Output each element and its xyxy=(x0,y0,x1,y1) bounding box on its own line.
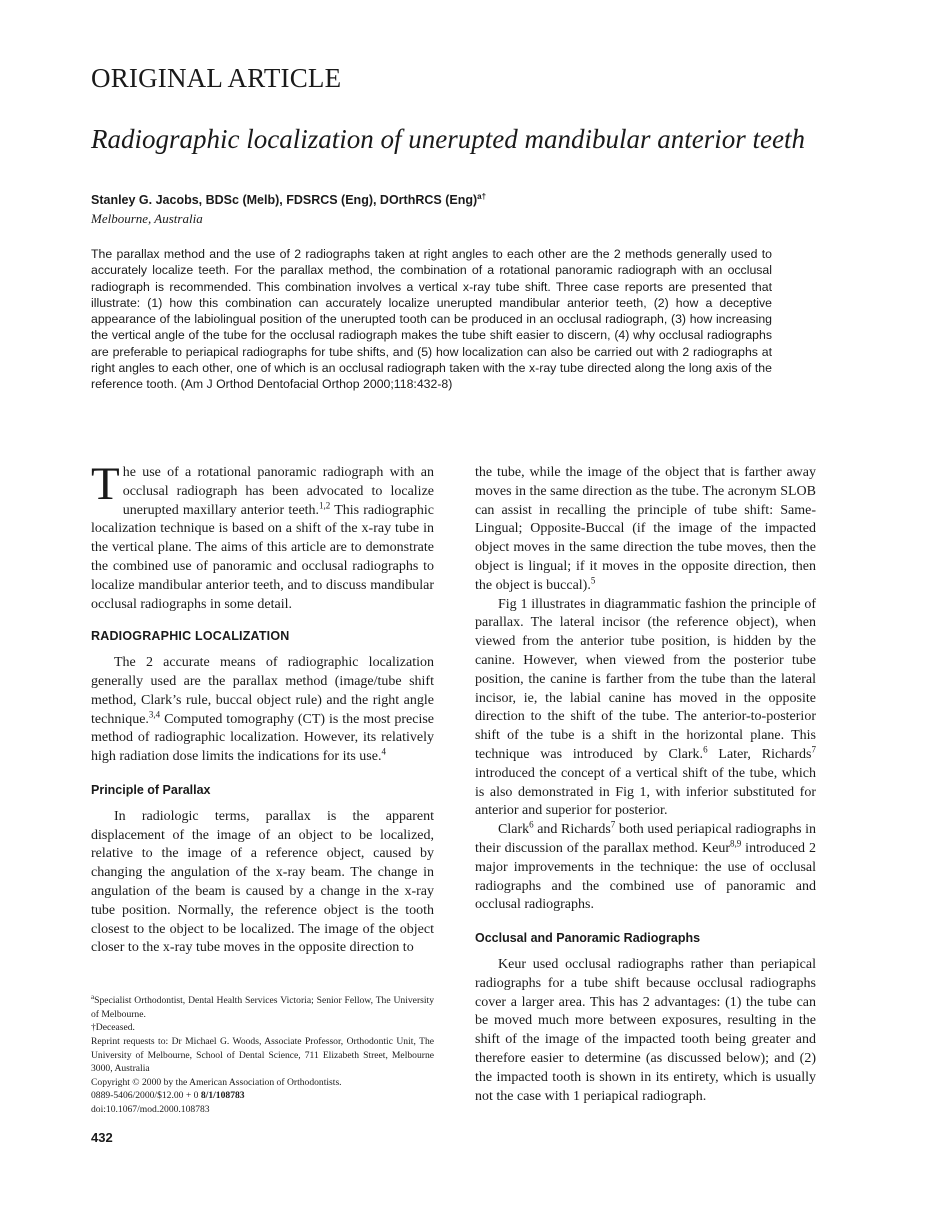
footnote-deceased: †Deceased. xyxy=(91,1022,135,1034)
author-line xyxy=(91,192,486,207)
footnote-issn xyxy=(91,1089,434,1103)
heading-radiographic-localization: RADIOGRAPHIC LOCALIZATION xyxy=(91,629,290,644)
occlusal-text-1: Keur used occlusal radiographs rather than periapical radiographs for a tube shift because occlusal radiographs cover a larger area. This has 2 advantages: (1) the tube can be moved much more between exposures, resulting in the shift of the image of the impacted tooth being greater and therefore easier to determine (as discussed below); and (2) the impacted tooth is shown in its entirety, which is usually not the case with 1 periapical radiograph. xyxy=(475,956,816,1104)
abstract: The parallax method and the use of 2 radiographs taken at right angles to each other are the 2 methods generally used to accurately localize teeth. For the parallax method, the combination of a rotational panoramic radiograph with an occlusal radiograph is recommended. This combination involves a vertical x-ray tube shift. Three case reports are presented that illustrate: (1) how this combination can accurately localize unerupted mandibular anterior teeth, (2) how a deceptive appearance of the labiolingual position of the unerupted tooth can be produced in an occlusal radiograph, (3) how increasing the vertical angle of the tube for the occlusal radiograph makes the tube shift easier to discern, (4) why occlusal radiographs are preferable to periapical radiographs for tube shifts, and (5) how localization can also be carried out with 2 radiographs at right angles to each other, one of which is an occlusal radiograph taken with the x-ray tube directed along the long axis of the reference tooth. (Am J Orthod Dentofacial Orthop 2000;118:432-8) xyxy=(91,247,772,392)
occlusal-paragraph-1 xyxy=(475,956,816,1106)
author-names: Stanley G. Jacobs, BDSc (Melb), FDSRCS (Eng), DOrthRCS (Eng) xyxy=(91,193,478,208)
issn-code: 8/1/108783 xyxy=(200,1090,245,1102)
reference-marker: 7 xyxy=(811,744,816,755)
parallax-paragraph-2 xyxy=(475,596,816,822)
footnotes xyxy=(91,991,434,1117)
author-marks: a† xyxy=(477,192,487,201)
page-number: 432 xyxy=(91,1130,113,1145)
parallax-text-3a: Clark xyxy=(498,822,530,838)
reference-marker: 1,2 xyxy=(319,499,331,510)
heading-occlusal-panoramic: Occlusal and Panoramic Radiographs xyxy=(475,931,701,946)
intro-text-b: This radiographic localization technique is based on a shift of the x-ray tube in the vertical plane. The aims of this article are to demonstrate the combined use of panoramic and occlusal radiographs to localize mandibular anterior teeth, and to discuss mandibular occlusal radiographs in some detail. xyxy=(91,502,434,612)
heading-principle-of-parallax: Principle of Parallax xyxy=(91,782,211,797)
reference-marker: 7 xyxy=(610,819,616,830)
right-column xyxy=(475,464,816,1106)
localization-text-b: Computed tomography (CT) is the most precise method of radiographic localization. However, its relatively high radiation dose limits the indications for its use. xyxy=(91,711,434,765)
drop-cap: T xyxy=(91,458,120,510)
intro-text-a: he use of a rotational panoramic radiograph with an occlusal radiograph has been advocated to localize unerupted maxillary anterior teeth. xyxy=(122,465,434,518)
reference-marker: 3,4 xyxy=(148,708,161,719)
intro-paragraph xyxy=(91,458,434,614)
author-affiliation: Melbourne, Australia xyxy=(91,211,203,226)
reference-marker: 8,9 xyxy=(729,838,742,849)
footnote-affiliation-text: Specialist Orthodontist, Dental Health Services Victoria; Senior Fellow, The University of Melbourne. xyxy=(91,995,434,1020)
parallax-text-2b: Later, Richards xyxy=(707,746,812,762)
section-label: ORIGINAL ARTICLE xyxy=(91,63,342,93)
localization-text-a: The 2 accurate means of radiographic localization generally used are the parallax method (image/tube shift method, Clark’s rule, buccal object rule) and the right angle technique. xyxy=(91,655,434,727)
parallax-text-3d: introduced 2 major improvements in the technique: the use of occlusal radiographs and the combined use of panoramic and occlusal radiographs. xyxy=(475,840,816,913)
parallax-text-2c: introduced the concept of a vertical shift of the tube, which is also demonstrated in Fig 1, with inferior substituted for anterior and superior for posterior. xyxy=(475,765,816,819)
left-column xyxy=(91,458,434,958)
parallax-text-3b: and Richards xyxy=(533,822,611,838)
parallax-paragraph-3 xyxy=(475,821,816,915)
footnote-copyright: Copyright © 2000 by the American Association of Orthodontists. xyxy=(91,1076,342,1088)
parallax-text-1-continued: the tube, while the image of the object that is farther away moves in the same direction as the tube. The acronym SLOB can assist in recalling the principle of tube shift: Same-Lingual; Opposite-Buccal (if the image of the impacted object moves in the same direction the tube moves, then the object is lingual; if it moves in the opposite direction, then the object is buccal). xyxy=(475,465,816,593)
parallax-text-1: In radiologic terms, parallax is the apparent displacement of the image of an object to be localized, relative to the image of a reference object, caused by changing the angulation of the x-ray beam. The change in angulation of the beam is caused by a change in the x-ray tube position. Normally, the reference object is the tooth closest to the object to be localized. The image of the object closer to the x-ray tube moves in the opposite direction to xyxy=(91,808,434,956)
reference-marker: 6 xyxy=(529,819,534,830)
parallax-text-3c: both used periapical radiographs in their discussion of the parallax method. Keur xyxy=(475,822,817,856)
reference-marker: 6 xyxy=(703,744,708,755)
footnote-doi: doi:10.1067/mod.2000.108783 xyxy=(91,1103,210,1115)
parallax-paragraph-1 xyxy=(91,808,434,958)
localization-paragraph xyxy=(91,654,434,767)
footnote-affiliation xyxy=(91,991,434,1021)
issn-text: 0889-5406/2000/$12.00 + 0 xyxy=(91,1090,201,1102)
footnote-mark: a xyxy=(91,993,95,1001)
reference-marker: 5 xyxy=(590,575,596,586)
parallax-text-2a: Fig 1 illustrates in diagrammatic fashion the principle of parallax. The lateral incisor (the reference object), when viewed from the anterior tube position, is hidden by the canine. However, when viewed from the posterior tube position, the canine is farther from the tube than the lateral incisor, ie, the labial canine has moved in the opposite direction to the shift of the tube. The anterior-to-posterior shift of the tube is a shift in the horizontal plane. This technique was introduced by Clark. xyxy=(475,596,816,762)
footnote-reprints: Reprint requests to: Dr Michael G. Woods, Associate Professor, Orthodontic Unit, The University of Melbourne, School of Dental Science, 711 Elizabeth Street, Melbourne 3000, Australia xyxy=(91,1035,434,1075)
reference-marker: 4 xyxy=(381,746,386,757)
parallax-paragraph-1-continued xyxy=(475,464,816,596)
article-title: Radiographic localization of unerupted mandibular anterior teeth xyxy=(91,124,805,154)
